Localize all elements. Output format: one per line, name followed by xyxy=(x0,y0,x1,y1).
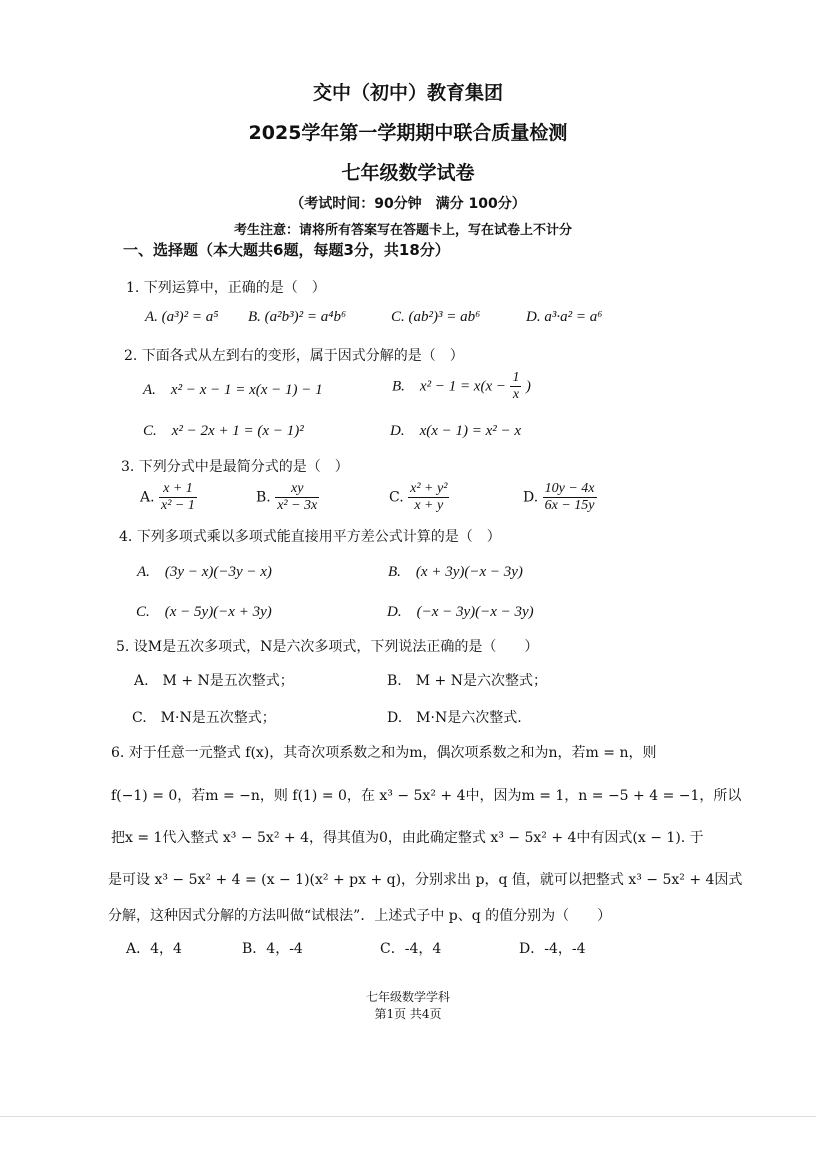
question-1-option-c: C. (ab²)³ = ab⁶ xyxy=(391,309,481,325)
footer-subject: 七年级数学学科 xyxy=(365,990,450,1004)
question-4-option-d: D. (−x − 3y)(−x − 3y) xyxy=(387,604,534,620)
fraction xyxy=(159,481,197,514)
option-b-lead: B. x² − 1 = x(x − xyxy=(392,378,506,395)
question-6-option-d: D．-4，-4 xyxy=(519,941,586,957)
question-2-option-c: C. x² − 2x + 1 = (x − 1)² xyxy=(143,423,304,439)
fraction-numerator: x² + y² xyxy=(410,481,448,496)
fraction-denominator: x xyxy=(512,387,520,402)
question-2-stem: 2. 下面各式从左到右的变形，属于因式分解的是（ ） xyxy=(124,348,464,364)
question-1-stem: 1. 下列运算中，正确的是（ ） xyxy=(126,280,326,296)
option-label: A. xyxy=(140,489,155,506)
question-3-stem: 3. 下列分式中是最简分式的是（ ） xyxy=(121,459,349,475)
question-2-option-b xyxy=(392,370,531,403)
question-6-option-b: B．4，-4 xyxy=(242,941,303,957)
question-5-stem: 5. 设M是五次多项式，N是六次多项式，下列说法正确的是（ ） xyxy=(116,639,539,655)
question-6-line-4: 是可设 x³ − 5x² + 4 = (x − 1)(x² + px + q)，分别求出 p，q 值，就可以把整式 x³ − 5x² + 4因式 xyxy=(108,872,743,888)
question-5-option-b: B. M + N是六次整式； xyxy=(387,673,547,689)
option-b-close: ) xyxy=(525,378,531,395)
fraction xyxy=(510,370,521,403)
fraction-denominator: x² − 3x xyxy=(277,498,318,513)
question-1-option-b: B. (a²b³)² = a⁴b⁶ xyxy=(248,309,347,325)
question-6-line-5: 分解，这种因式分解的方法叫做“试根法”．上述式子中 p、q 的值分别为（ ） xyxy=(108,908,612,924)
question-1-option-d: D. a³·a² = a⁶ xyxy=(526,309,603,325)
fraction-numerator: 10y − 4x xyxy=(544,481,595,496)
fraction xyxy=(275,481,319,514)
fraction-denominator: x + y xyxy=(414,498,444,513)
exam-notice: 考生注意：请将所有答案写在答题卡上，写在试卷上不计分 xyxy=(234,223,573,238)
question-5-option-d: D. M·N是六次整式. xyxy=(387,710,522,726)
question-1-option-a: A. (a³)² = a⁵ xyxy=(145,309,219,325)
school-name: 交中（初中）教育集团 xyxy=(312,82,503,104)
option-label: B. xyxy=(256,489,271,506)
exam-time-info: （考试时间：90分钟 满分 100分） xyxy=(290,196,526,212)
question-6-option-a: A．4，4 xyxy=(126,941,182,957)
question-4-stem: 4. 下列多项式乘以多项式能直接用平方差公式计算的是（ ） xyxy=(119,529,501,545)
question-3-option-a xyxy=(140,481,197,514)
option-label: D. xyxy=(523,489,539,506)
question-5-option-a: A. M + N是五次整式； xyxy=(134,673,294,689)
question-2-option-d: D. x(x − 1) = x² − x xyxy=(390,423,522,439)
fraction-numerator: x + 1 xyxy=(159,481,197,498)
exam-title: 2025学年第一学期期中联合质量检测 xyxy=(248,122,568,144)
question-6-line-2: f(−1) = 0，若m = −n，则 f(1) = 0，在 x³ − 5x² + 4中，因为m = 1，n = −5 + 4 = −1，所以 xyxy=(111,788,742,804)
question-4-option-b: B. (x + 3y)(−x − 3y) xyxy=(388,564,523,580)
question-3-option-c xyxy=(389,481,449,514)
question-5-option-c: C. M·N是五次整式； xyxy=(132,710,276,726)
page-edge-divider xyxy=(0,1116,816,1117)
question-6-option-c: C．-4，4 xyxy=(380,941,442,957)
question-6-line-3: 把x = 1代入整式 x³ − 5x² + 4，得其值为0，由此确定整式 x³ − 5x² + 4中有因式(x − 1). 于 xyxy=(111,830,704,846)
fraction-denominator: x² − 1 xyxy=(161,498,195,513)
fraction-numerator: 1 xyxy=(512,370,520,385)
paper-title: 七年级数学试卷 xyxy=(341,162,475,184)
fraction-numerator: xy xyxy=(275,481,319,498)
fraction-denominator: 6x − 15y xyxy=(544,498,595,513)
question-2-option-a: A. x² − x − 1 = x(x − 1) − 1 xyxy=(143,382,323,398)
question-6-line-1: 6. 对于任意一元整式 f(x)，其奇次项系数之和为m，偶次项系数之和为n，若m = n，则 xyxy=(111,745,657,761)
fraction xyxy=(543,481,597,514)
question-4-option-c: C. (x − 5y)(−x + 3y) xyxy=(136,604,272,620)
question-3-option-d xyxy=(523,481,597,514)
question-3-option-b xyxy=(256,481,319,514)
footer-page-number: 第1页 共4页 xyxy=(374,1007,442,1021)
option-label: C. xyxy=(389,489,404,506)
section-heading: 一、选择题（本大题共6题，每题3分，共18分） xyxy=(123,241,450,259)
question-4-option-a: A. (3y − x)(−3y − x) xyxy=(137,564,272,580)
fraction xyxy=(408,481,449,514)
